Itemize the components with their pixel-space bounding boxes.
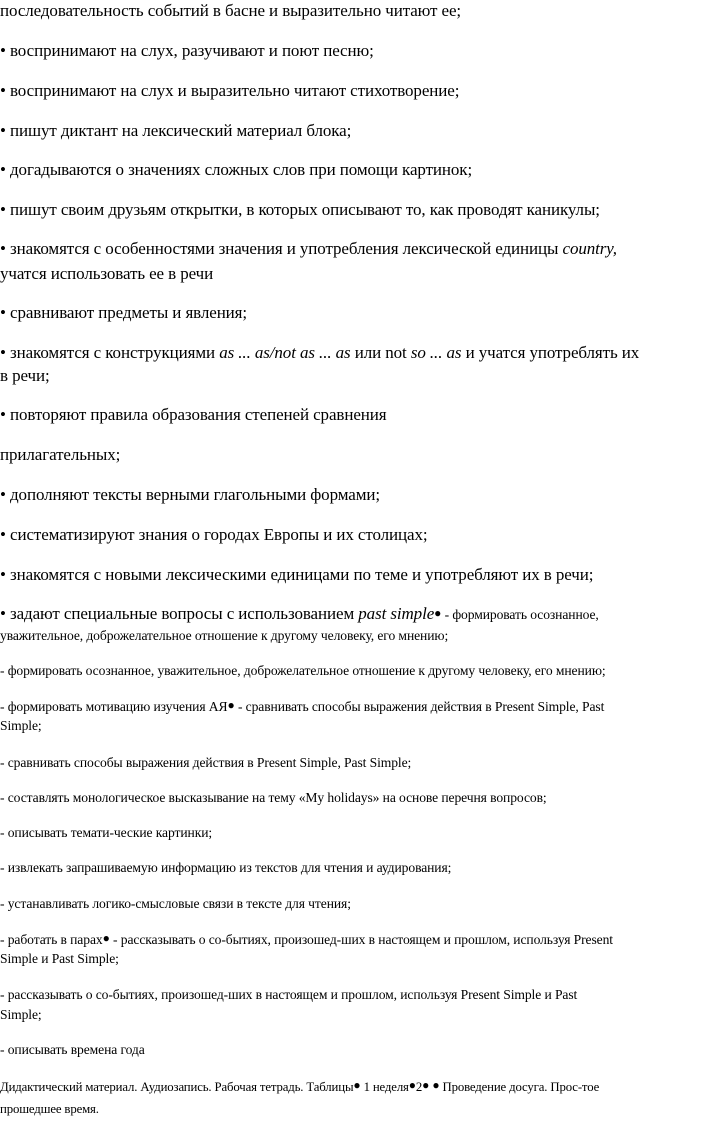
text-segment: 1 неделя — [360, 1080, 409, 1094]
bullet-mark: ● — [227, 698, 235, 712]
dash-line: - описывать темати-ческие картинки; — [0, 825, 213, 840]
dash-line: - сравнивать способы выражения действия в Present Simple, Past Simple; — [0, 755, 412, 770]
text-line: прошедшее время. — [0, 1102, 99, 1116]
text-segment: или not — [350, 343, 411, 362]
dash-line-motivation — [0, 698, 704, 715]
text-line: Simple; — [0, 718, 42, 733]
text-segment: и учатся употреблять их — [461, 343, 640, 362]
text-segment: - работать в парах — [0, 932, 103, 947]
text-line: в речи; — [0, 366, 50, 385]
text-segment: • знакомятся с конструкциями — [0, 343, 220, 362]
dash-line: - составлять монологическое высказывание на тему «My holidays» на основе перечня вопросов; — [0, 790, 547, 805]
dash-line: - описывать времена года — [0, 1042, 145, 1057]
dash-line-pairs — [0, 931, 704, 948]
bullet-line: • знакомятся с новыми лексическими единицами по теме и употребляют их в речи; — [0, 565, 594, 584]
text-segment: - формировать мотивацию изучения АЯ — [0, 699, 228, 714]
bullet-line-past-simple — [0, 604, 704, 624]
materials-line — [0, 1078, 704, 1095]
italic-term: country, — [562, 239, 617, 258]
text-line: уважительное, доброжелательное отношение к другому человеку, его мнению; — [0, 628, 449, 643]
text-segment: 2 — [415, 1080, 423, 1094]
italic-term: as ... as/not as ... as — [219, 343, 351, 362]
bullet-mark: ● — [422, 1078, 430, 1092]
italic-term: so ... as — [410, 343, 462, 362]
text-segment: • знакомятся с особенностями значения и употребления лексической единицы — [0, 239, 563, 258]
bullet-line-constructions — [0, 343, 704, 363]
text-segment: Проведение досуга. Прос-тое — [439, 1080, 600, 1094]
dash-line: - извлекать запрашиваемую информацию из текстов для чтения и аудирования; — [0, 860, 452, 875]
dash-line: - формировать осознанное, уважительное, доброжелательное отношение к другому человеку, его мнению; — [0, 663, 606, 678]
text-segment: • задают специальные вопросы с использованием — [0, 604, 359, 623]
text-line: учатся использовать ее в речи — [0, 264, 214, 283]
text-segment: - формировать осознанное, — [441, 607, 599, 622]
text-line: Simple; — [0, 1007, 42, 1022]
bullet-line: • воспринимают на слух, разучивают и поют песню; — [0, 41, 374, 60]
bullet-line: • пишут своим друзьям открытки, в которых описывают то, как проводят каникулы; — [0, 200, 600, 219]
dash-line: - устанавливать логико-смысловые связи в тексте для чтения; — [0, 896, 351, 911]
bullet-line-country — [0, 239, 704, 259]
bullet-line: • повторяют правила образования степеней сравнения — [0, 405, 387, 424]
bullet-line: • сравнивают предметы и явления; — [0, 303, 248, 322]
italic-term: past simple — [358, 604, 435, 623]
text-line: последовательность событий в басне и выразительно читают ее; — [0, 1, 462, 20]
dash-line: - рассказывать о со-бытиях, произошед-ших в настоящем и прошлом, используя Present Simple и Past — [0, 987, 578, 1002]
text-segment: - рассказывать о со-бытиях, произошед-ших в настоящем и прошлом, используя Present — [109, 932, 613, 947]
text-line: прилагательных; — [0, 445, 121, 464]
bullet-line: • догадываются о значениях сложных слов при помощи картинок; — [0, 160, 473, 179]
text-segment: - сравнивать способы выражения действия в Present Simple, Past — [234, 699, 605, 714]
text-segment: Дидактический материал. Аудиозапись. Рабочая тетрадь. Таблицы — [0, 1080, 354, 1094]
bullet-line: • пишут диктант на лексический материал блока; — [0, 121, 352, 140]
bullet-mark: ● — [432, 1078, 440, 1092]
bullet-mark: ● — [353, 1078, 361, 1092]
bullet-mark: ● — [434, 606, 442, 620]
bullet-line: • дополняют тексты верными глагольными формами; — [0, 485, 380, 504]
bullet-line: • воспринимают на слух и выразительно читают стихотворение; — [0, 81, 460, 100]
bullet-mark: ● — [102, 931, 110, 945]
bullet-line: • систематизируют знания о городах Европы и их столицах; — [0, 525, 428, 544]
text-line: Simple и Past Simple; — [0, 951, 119, 966]
bullet-mark: ● — [408, 1078, 416, 1092]
